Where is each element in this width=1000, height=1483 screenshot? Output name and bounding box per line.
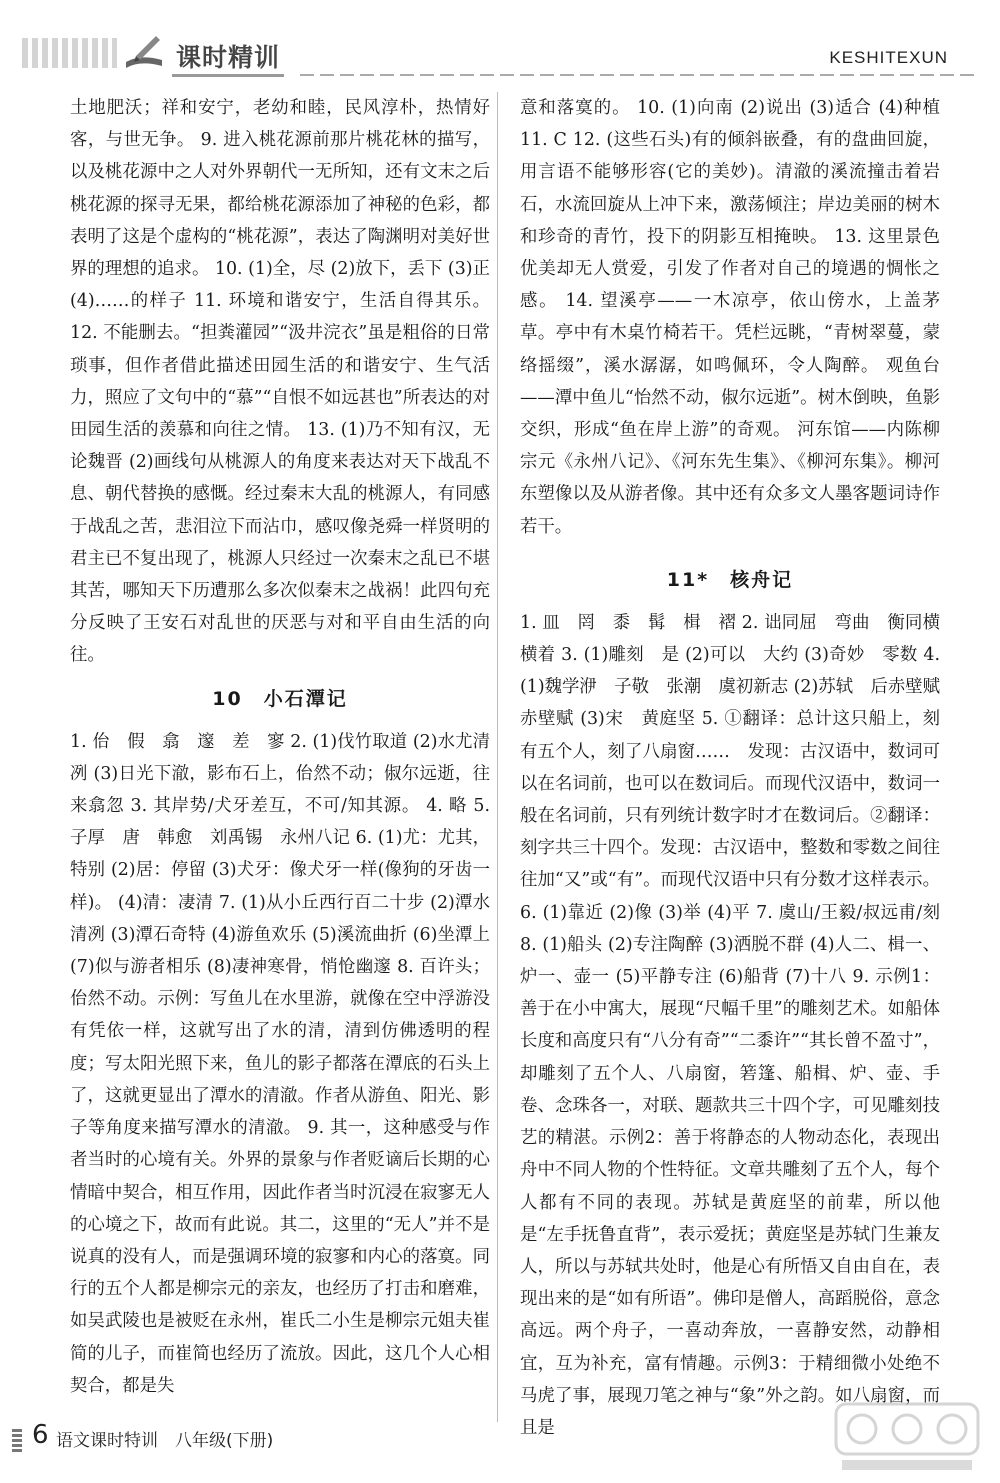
brand-pinyin: KESHITEXUN <box>829 48 948 67</box>
column-divider <box>497 92 498 1422</box>
pen-on-book-icon <box>122 32 166 72</box>
footer-bar <box>12 1428 22 1452</box>
left-column <box>70 92 490 1402</box>
watermark-logo-icon <box>832 1400 982 1476</box>
section-title-10: 10 小石潭记 <box>212 687 348 710</box>
section-title-11: 11* 核舟记 <box>666 568 794 591</box>
answer-paragraph: 土地肥沃；祥和安宁，老幼和睦，民风淳朴，热情好客，与世无争。 9. 进入桃花源前那片桃花林的描写，以及桃花源中之人对外界朝代一无所知，还有文末之后桃花源的探寻无果，都给桃花源添加了神秘的色彩，都表明了这是个虚构的“桃花源”，表达了陶渊明对美好世界的理想的追求。 10. (1)全，尽 (2)放下，丢下 (3)正 (4)……的样子 11. 环境和谐安宁，生活自得其乐。 12. 不能删去。“担粪灌园”“汲井浣衣”虽是粗俗的日常琐事，但作者借此描述田园生活的和谐安宁、生气活力，照应了文句中的“慕”“自恨不如远甚也”所表达的对田园生活的羡慕和向往之情。 13. (1)乃不知有汉，无论魏晋 (2)画线句从桃源人的角度来表达对天下战乱不息、朝代替换的感慨。经过秦末大乱的桃源人，有同感于战乱之苦，悲泪泣下而沾巾，感叹像尧舜一样贤明的君主已不复出现了，桃源人只经过一次秦末之乱已不堪其苦，哪知天下历遭那么多次似秦末之战祸！此四句充分反映了王安石对乱世的厌恶与对和平自由生活的向往。 <box>70 98 490 666</box>
logo-stripes <box>22 38 117 68</box>
page-number: 6 <box>32 1420 49 1450</box>
answer-paragraph: 1. 佁 假 翕 邃 差 寥 2. (1)伐竹取道 (2)水尤清冽 (3)日光下澈，影布石上，佁然不动；俶尔远逝，往来翕忽 3. 其岸势/犬牙差互，不可/知其源。 4. 略 5. 子厚 唐 韩愈 刘禹锡 永州八记 6. (1)尤：尤其，特别 (2)居：停留 (3)犬牙：像犬牙一样(像狗的牙齿一样)。 (4)清：凄清 7. (1)从小丘西行百二十步 (2)潭水清冽 (3)潭石奇特 (4)游鱼欢乐 (5)溪流曲折 (6)坐潭上 (7)似与游者相乐 (8)凄神寒骨，悄怆幽邃 8. 百许头；佁然不动。示例：写鱼儿在水里游，就像在空中浮游没有凭依一样，这就写出了水的清，清到仿佛透明的程度；写太阳光照下来，鱼儿的影子都落在潭底的石头上了，这就更显出了潭水的清澈。作者从游鱼、阳光、影子等角度来描写潭水的清澈。 9. 其一，这种感受与作者当时的心境有关。外界的景象与作者贬谪后长期的心情暗中契合，相互作用，因此作者当时沉浸在寂寥无人的心境之下，故而有此说。其二，这里的“无人”并不是说真的没有人，而是强调环境的寂寥和内心的落寞。同行的五个人都是柳宗元的亲友，也经历了打击和磨难，如吴武陵也是被贬在永州，崔氏二小生是柳宗元姐夫崔简的儿子，而崔简也经历了流放。因此，这几个人心相契合，都是失 <box>70 731 490 1396</box>
book-title: 语文课时特训 八年级(下册) <box>56 1431 274 1451</box>
header-rule <box>300 74 980 76</box>
answer-paragraph: 意和落寞的。 10. (1)向南 (2)说出 (3)适合 (4)种植 11. C 12. (这些石头)有的倾斜嵌叠，有的盘曲回旋，用言语不能够形容(它的美妙)。清澈的溪流撞击着岩石，水流回旋从上冲下来，激荡倾注；岸边美丽的树木和珍奇的青竹，投下的阴影互相掩映。 13. 这里景色优美却无人赏爱，引发了作者对自己的境遇的惆怅之感。 14. 望溪亭——一木凉亭，依山傍水，上盖茅草。亭中有木桌竹椅若干。凭栏远眺，“青树翠蔓，蒙络摇缀”，溪水潺潺，如鸣佩环，令人陶醉。 观鱼台——潭中鱼儿“怡然不动，俶尔远逝”。树木倒映，鱼影交织，形成“鱼在岸上游”的奇观。 河东馆——内陈柳宗元《永州八记》、《河东先生集》、《柳河东集》。柳河东塑像以及从游者像。其中还有众多文人墨客题词诗作若干。 <box>520 98 940 537</box>
logo-text: 课时精训 <box>172 38 284 77</box>
page-header <box>0 0 1000 80</box>
answer-paragraph: 1. 皿 罔 黍 髯 楫 褶 2. 诎同屈 弯曲 衡同横 横着 3. (1)雕刻 是 (2)可以 大约 (3)奇妙 零数 4. (1)魏学洢 子敬 张潮 虞初新志 (2)苏轼 后赤壁赋 赤壁赋 (3)宋 黄庭坚 5. ①翻译：总计这只船上，刻有五个人，刻了八扇窗…… 发现：古汉语中，数词可以在名词前，也可以在数词后。而现代汉语中，数词一般在名词前，只有列统计数字时才在数词后。②翻译：刻字共三十四个。发现：古汉语中，整数和零数之间往往加“又”或“有”。而现代汉语中只有分数才这样表示。 6. (1)靠近 (2)像 (3)举 (4)平 7. 虞山/王毅/叔远甫/刻 8. (1)船头 (2)专注陶醉 (3)洒脱不群 (4)人二、楫一、炉一、壶一 (5)平静专注 (6)船背 (7)十八 9. 示例1：善于在小中寓大，展现“尺幅千里”的雕刻艺术。如船体长度和高度只有“八分有奇”“二黍许”“其长曾不盈寸”，却雕刻了五个人、八扇窗，箬篷、船楫、炉、壶、手卷、念珠各一，对联、题款共三十四个字，可见雕刻技艺的精湛。示例2：善于将静态的人物动态化，表现出舟中不同人物的个性特征。文章共雕刻了五个人，每个人都有不同的表现。苏轼是黄庭坚的前辈，所以他是“左手抚鲁直背”，表示爱抚；黄庭坚是苏轼门生兼友人，所以与苏轼共处时，他是心有所悟又自由自在，表现出来的是“如有所语”。佛印是僧人，高蹈脱俗，意念高远。两个舟子，一喜动奔放，一喜静安然，动静相宜，互为补充，富有情趣。示例3：于精细微小处绝不马虎了事，展现刀笔之神与“象”外之韵。如八扇窗，而且是 <box>520 612 958 1438</box>
series-logo <box>22 30 292 74</box>
right-column <box>520 92 958 1444</box>
